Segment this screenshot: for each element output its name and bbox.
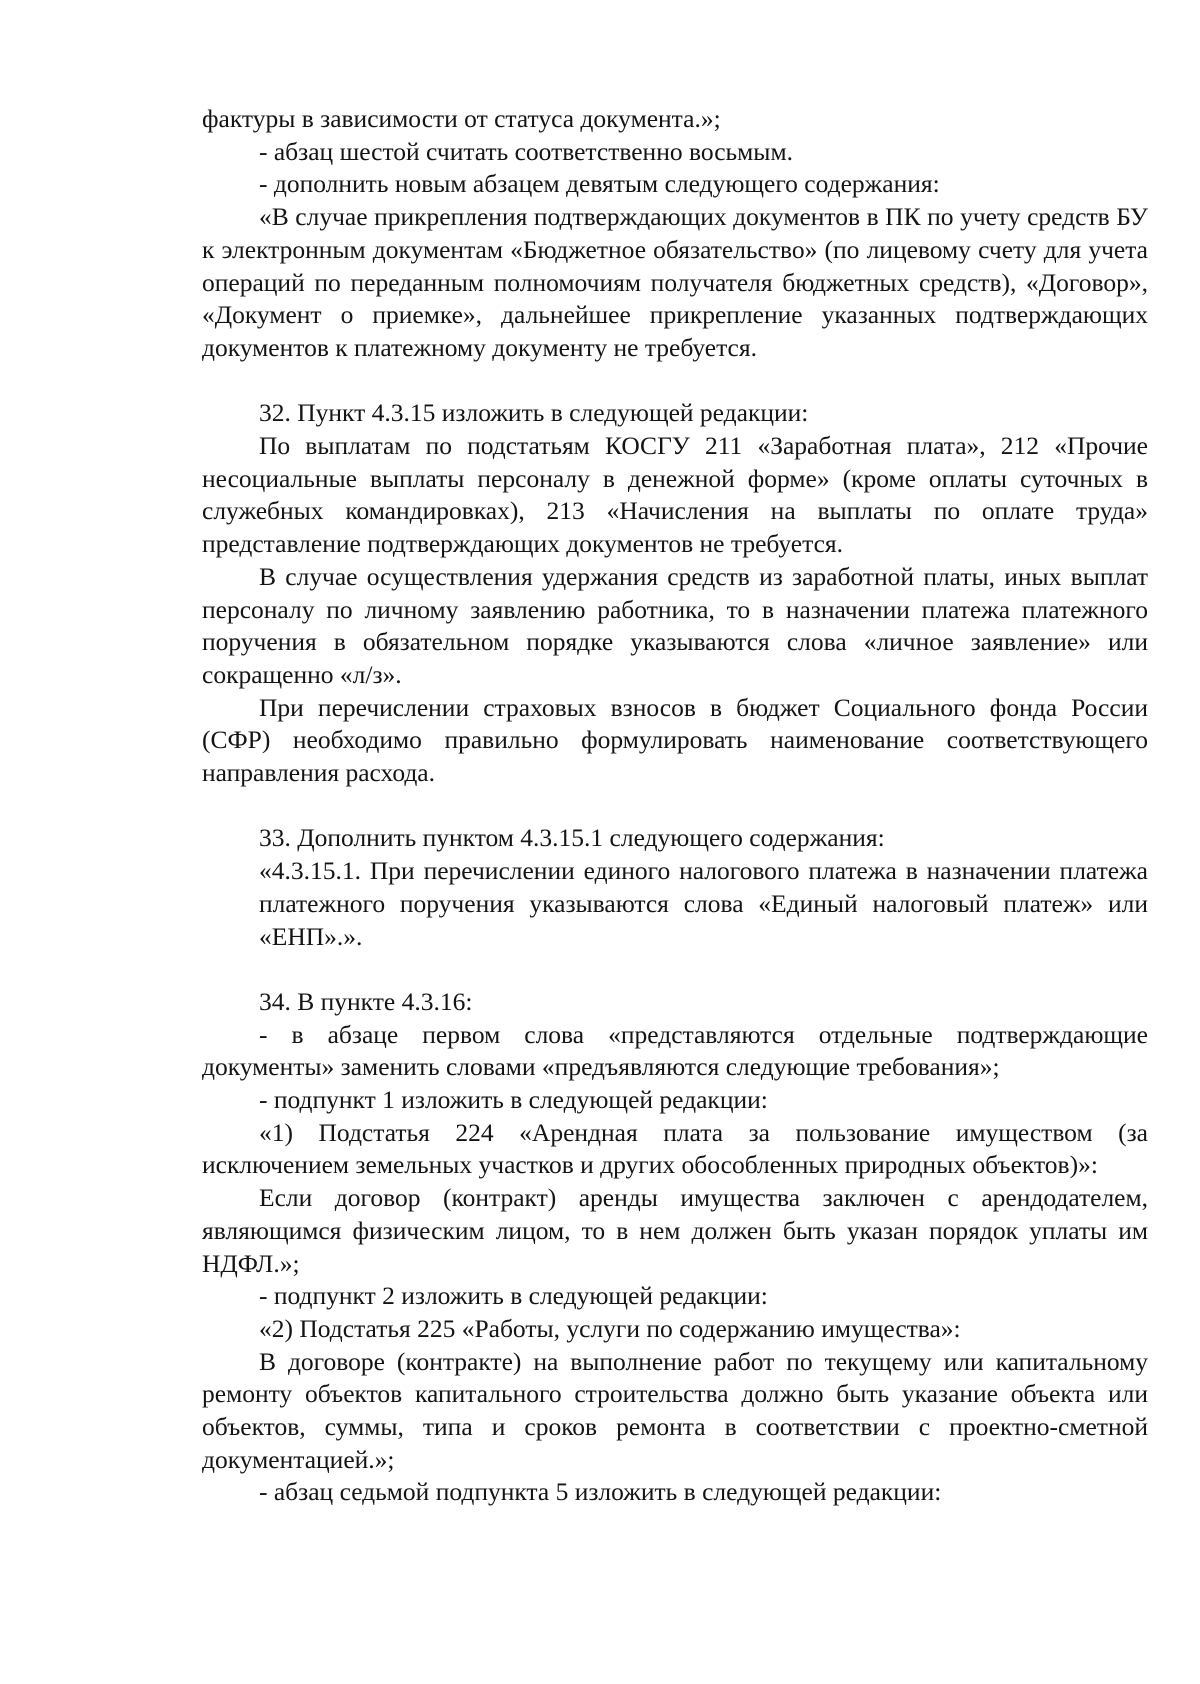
section-heading-34: 34. В пункте 4.3.16:	[259, 986, 473, 1016]
section-heading-33: 33. Дополнить пунктом 4.3.15.1 следующего содержания:	[259, 823, 885, 853]
section-heading-32: 32. Пункт 4.3.15 изложить в следующей редакции:	[259, 398, 809, 428]
paragraph-quote: «4.3.15.1. При перечислении единого налогового платежа в назначении платежа платежного поручения указываются слова «Единый налоговый платеж» или «ЕНП».».	[259, 856, 1148, 951]
paragraph-body: В договоре (контракте) на выполнение работ по текущему или капитальному ремонту объектов капитального строительства должно быть указание объекта или объектов, суммы, типа и сроков ремонта в соответствии с проектно-сметной документацией.»;	[202, 1346, 1148, 1474]
paragraph-item: - дополнить новым абзацем девятым следующего содержания:	[259, 169, 940, 199]
paragraph-item: - абзац седьмой подпункта 5 изложить в следующей редакции:	[259, 1477, 942, 1507]
paragraph-quote: «2) Подстатья 225 «Работы, услуги по содержанию имущества»:	[259, 1313, 961, 1343]
paragraph-quote: «1) Подстатья 224 «Арендная плата за пользование имуществом (за исключением земельных участков и других обособленных природных объектов)»:	[202, 1117, 1148, 1180]
paragraph-item: - подпункт 2 изложить в следующей редакции:	[259, 1281, 768, 1311]
paragraph-quote: «В случае прикрепления подтверждающих документов в ПК по учету средств БУ к электронным документам «Бюджетное обязательство» (по лицевому счету для учета операций по переданным полномочиям получателя бюджетных средств), «Договор», «Документ о приемке», дальнейшее прикрепление указанных подтверждающих документов к платежному документу не требуется.	[202, 202, 1148, 362]
document-body	[202, 103, 1148, 1509]
paragraph-body: По выплатам по подстатьям КОСГУ 211 «Заработная плата», 212 «Прочие несоциальные выплаты персоналу в денежной форме» (кроме оплаты суточных в служебных командировках), 213 «Начисления на выплаты по оплате труда» представление подтверждающих документов не требуется.	[202, 431, 1148, 559]
paragraph-item: - в абзаце первом слова «представляются отдельные подтверждающие документы» заменить словами «предъявляются следующие требования»;	[202, 1019, 1148, 1082]
paragraph-item: - подпункт 1 изложить в следующей редакции:	[259, 1085, 768, 1115]
paragraph-item: - абзац шестой считать соответственно восьмым.	[259, 136, 793, 166]
paragraph-body: Если договор (контракт) аренды имущества заключен с арендодателем, являющимся физическим лицом, то в нем должен быть указан порядок уплаты им НДФЛ.»;	[202, 1183, 1148, 1278]
paragraph-body: В случае осуществления удержания средств из заработной платы, иных выплат персоналу по личному заявлению работника, то в назначении платежа платежного поручения в обязательном порядке указываются слова «личное заявление» или сокращенно «л/з».	[202, 561, 1148, 689]
paragraph-continuation: фактуры в зависимости от статуса документа.»;	[202, 104, 721, 133]
paragraph-body: При перечислении страховых взносов в бюджет Социального фонда России (СФР) необходимо правильно формулировать наименование соответствующего направления расхода.	[202, 692, 1148, 788]
